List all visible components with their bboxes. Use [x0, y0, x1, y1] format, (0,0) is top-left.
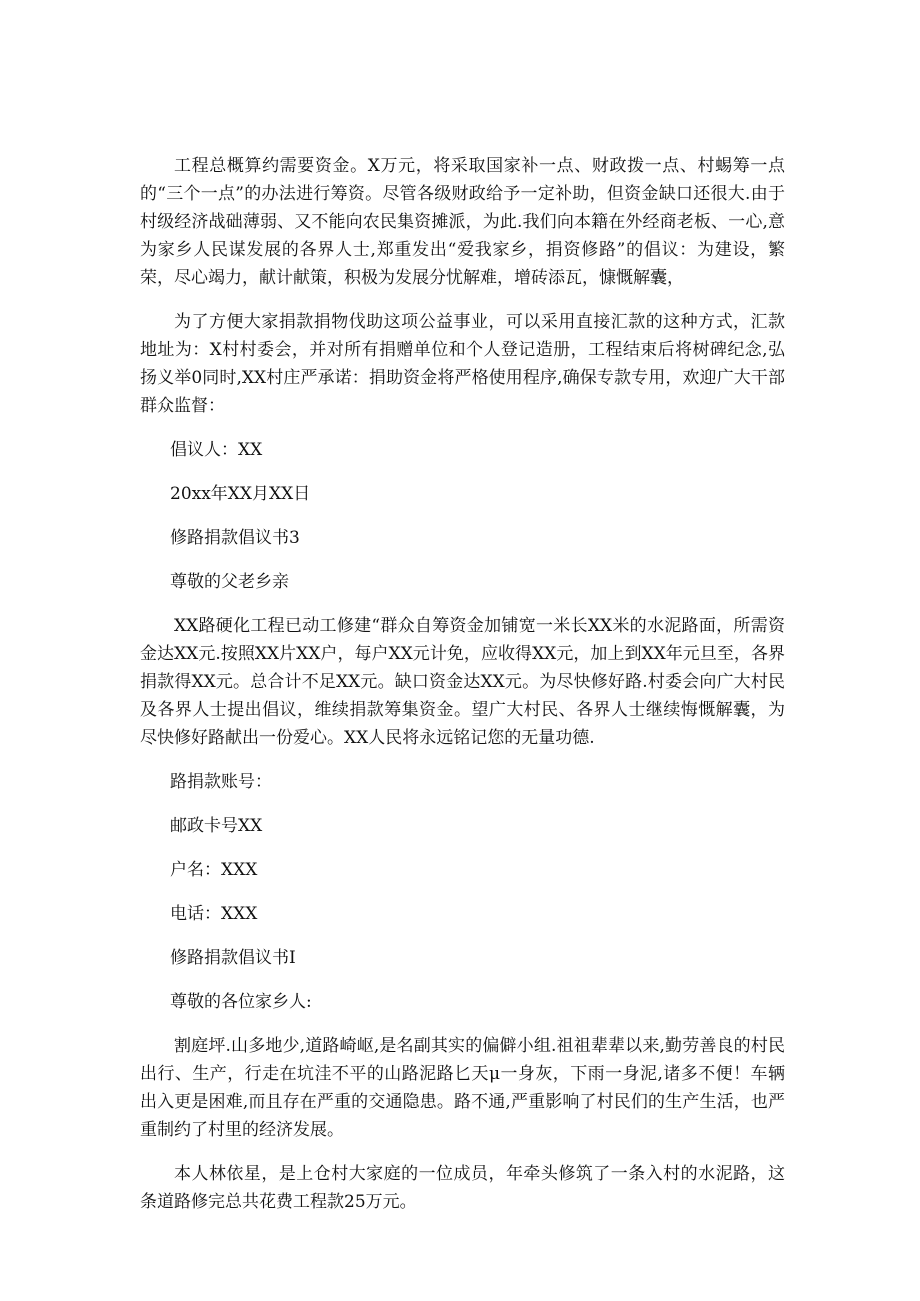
- document-body: [140, 152, 785, 1216]
- paragraph-road-project: XX路硬化工程已动工修建“群众自筹资金加铺宽一米长XX米的水泥路面，所需资金达XX元.按照XX片XX户，每户XX元计免，应收得XX元，加上到XX年元旦至，各界捐款得XX元。总合计不足XX元。缺口资金达XX元。为尽快修好路.村委会向广大村民及各界人士提出倡议，维续捐款筹集资金。望广大村民、各界人士继续悔慨解囊，为尽快修好路献出一份爱心。XX人民将永远铭记您的无量功德.: [140, 616, 785, 748]
- account-name-line: 户名：XXX: [170, 860, 258, 880]
- section-title-3: 修路捐款倡议书3: [170, 528, 300, 548]
- section-title-1: 修路捐款倡议书I: [170, 948, 296, 968]
- account-label: 路捐款账号：: [170, 772, 272, 792]
- salutation-3: 尊敬的父老乡亲: [170, 572, 289, 592]
- date-line: 20xx年XX月XX日: [170, 484, 311, 504]
- postal-card-line: 邮政卡号XX: [170, 816, 263, 836]
- paragraph-village: 割庭坪.山多地少,道路崎岖,是名副其实的偏僻小组.祖祖辈辈以来,勤劳善良的村民出行、生产，行走在坑洼不平的山路泥路匕天μ一身灰，下雨一身泥,诸多不便！车辆出入更是困难,而且存在严重的交通隐患。路不通,严重影响了村民们的生产生活，也严重制约了村里的经济发展。: [140, 1036, 785, 1140]
- paragraph-funding: 工程总概算约需要资金。X万元，将采取国家补一点、财政拨一点、村蜴筹一点的“三个一点”的办法进行筹资。尽管各级财政给予一定补助，但资金缺口还很大.由于村级经济战础薄弱、又不能向农民集资摊派，为此.我们向本籍在外经商老板、一心,意为家乡人民谋发展的各界人士,郑重发出“爱我家乡，捐资修路”的倡议：为建设，繁荣，尽心竭力，献计献策，积极为发展分忧解难，增砖添瓦，慷慨解囊，: [140, 156, 785, 288]
- salutation-1: 尊敬的各位家乡人:: [170, 992, 312, 1012]
- paragraph-donor: 本人林依星，是上仓村大家庭的一位成员，年牵头修筑了一条入村的水泥路，这条道路修完总共花费工程款25万元。: [140, 1164, 785, 1212]
- phone-line: 电话：XXX: [170, 904, 258, 924]
- paragraph-remittance: 为了方便大家捐款捐物伐助这项公益事业，可以采用直接汇款的这种方式，汇款地址为：X村村委会，并对所有捐赠单位和个人登记造册，工程结束后将树碑纪念,弘扬义举0同时,XX村庄严承诺：捐助资金将严格使用程序,确保专款专用，欢迎广大干部群众监督：: [140, 312, 785, 416]
- initiator-line: 倡议人：XX: [170, 440, 263, 460]
